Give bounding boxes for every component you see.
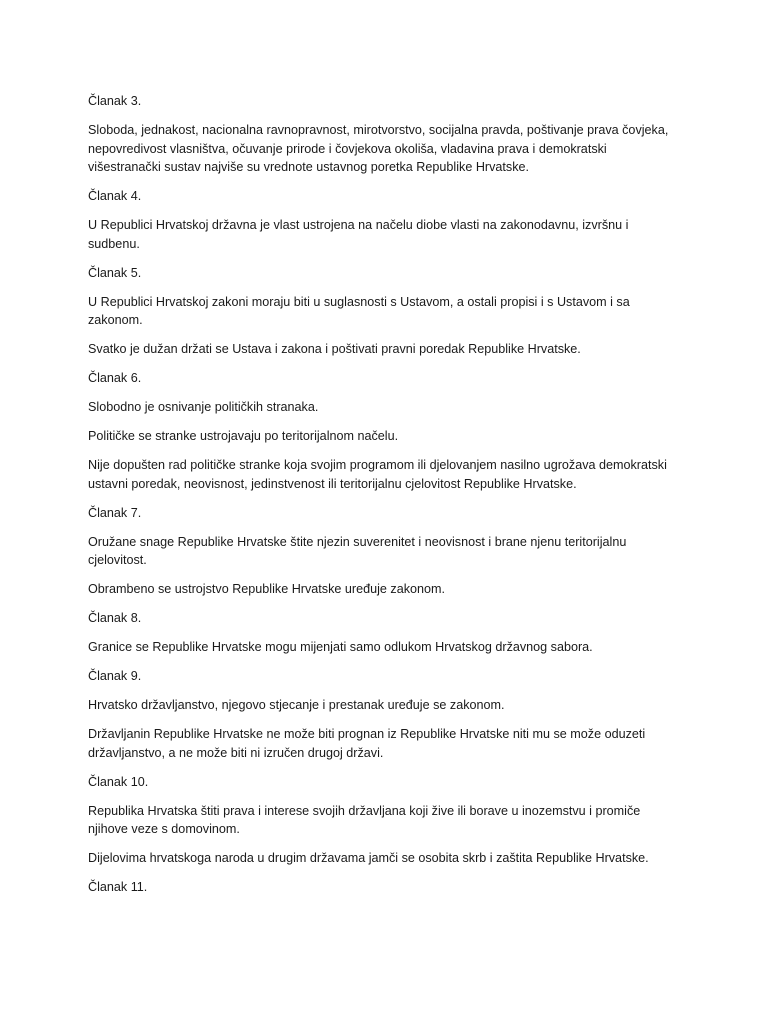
article-paragraph: U Republici Hrvatskoj državna je vlast ustrojena na načelu diobe vlasti na zakonodavnu, izvršnu i sudbenu. xyxy=(88,218,629,251)
article-heading: Članak 9. xyxy=(88,669,142,683)
article-heading: Članak 7. xyxy=(88,505,142,520)
article-paragraph: Svatko je dužan držati se Ustava i zakona i poštivati pravni poredak Republike Hrvatske. xyxy=(88,342,581,356)
article-paragraph: Dijelovima hrvatskoga naroda u drugim državama jamči se osobita skrb i zaštita Republike Hrvatske. xyxy=(88,851,649,865)
article-heading: Članak 5. xyxy=(88,265,142,280)
article-heading: Članak 10. xyxy=(88,774,149,789)
article-paragraph: Granice se Republike Hrvatske mogu mijenjati samo odlukom Hrvatskog državnog sabora. xyxy=(88,640,593,654)
article-paragraph: Obrambeno se ustrojstvo Republike Hrvatske uređuje zakonom. xyxy=(88,582,445,596)
article-heading: Članak 6. xyxy=(88,371,142,385)
article-heading: Članak 8. xyxy=(88,611,142,625)
article-paragraph: Republika Hrvatska štiti prava i interese svojih državljana koji žive ili borave u inozemstvu i promiče njihove veze s domovinom. xyxy=(88,803,641,836)
article-paragraph: Državljanin Republike Hrvatske ne može biti prognan iz Republike Hrvatske niti mu se može oduzeti državljanstvo, a ne može biti ni izručen drugoj državi. xyxy=(88,727,646,760)
article-paragraph: Oružane snage Republike Hrvatske štite njezin suverenitet i neovisnost i brane njenu teritorijalnu cjelovitost. xyxy=(88,534,627,567)
article-paragraph: U Republici Hrvatskoj zakoni moraju biti u suglasnosti s Ustavom, a ostali propisi i s Ustavom i sa zakonom. xyxy=(88,294,630,327)
article-paragraph: Slobodno je osnivanje političkih stranaka. xyxy=(88,400,319,414)
article-paragraph: Sloboda, jednakost, nacionalna ravnopravnost, mirotvorstvo, socijalna pravda, poštivanje prava čovjeka, nepovredivost vlasništva, očuvanje prirode i čovjekova okoliša, vladavina prava i demokratski višestranački sustav najviše su vrednote ustavnog poretka Republike Hrvatske. xyxy=(88,123,669,174)
article-paragraph: Nije dopušten rad političke stranke koja svojim programom ili djelovanjem nasilno ugrožava demokratski ustavni poredak, neovisnost, jedinstvenost ili teritorijalnu cjelovitost Republike Hrvatske. xyxy=(88,458,667,491)
document-page xyxy=(88,92,688,907)
article-heading: Članak 4. xyxy=(88,189,142,203)
article-paragraph: Političke se stranke ustrojavaju po teritorijalnom načelu. xyxy=(88,429,399,443)
article-heading: Članak 11. xyxy=(88,880,148,894)
article-paragraph: Hrvatsko državljanstvo, njegovo stjecanje i prestanak uređuje se zakonom. xyxy=(88,698,505,712)
article-heading: Članak 3. xyxy=(88,94,142,108)
